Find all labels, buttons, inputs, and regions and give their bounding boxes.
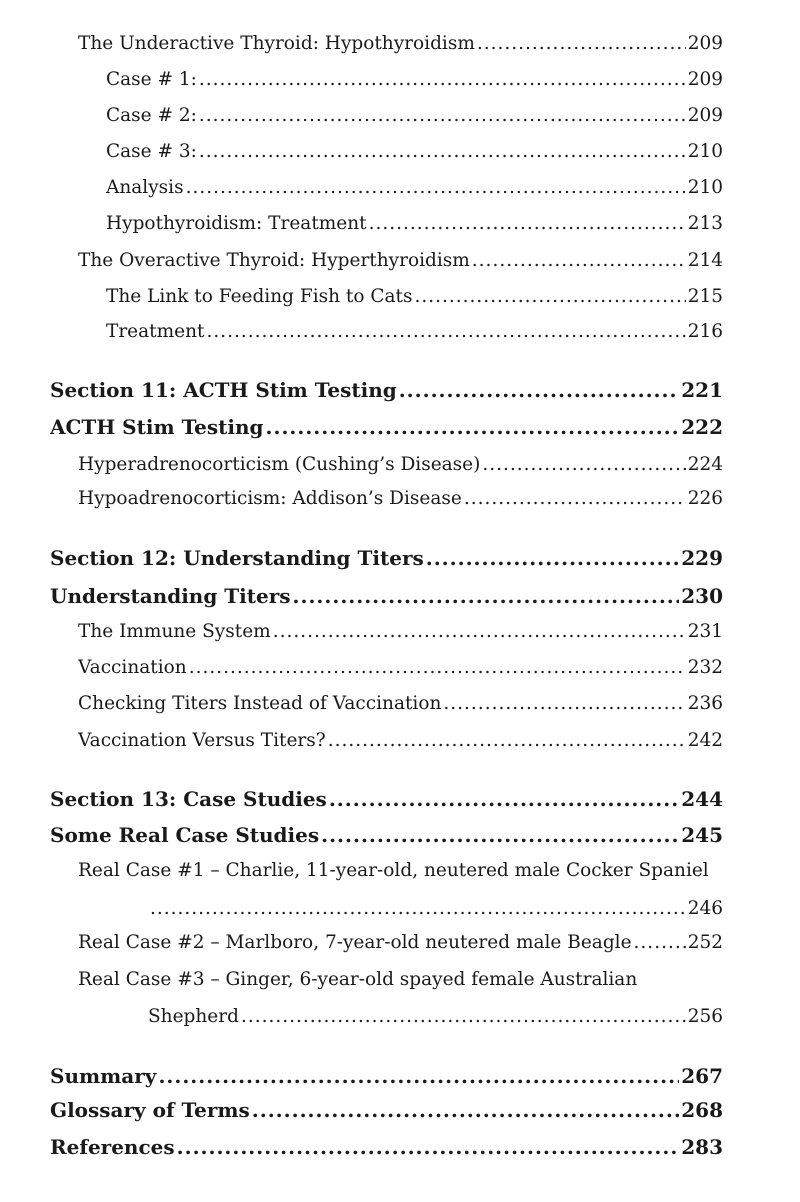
- toc-entry-label: Real Case #3 – Ginger, 6-year-old spayed female Australian: [78, 969, 638, 990]
- toc-entry-page: 226: [687, 488, 723, 509]
- toc-entry-real-case-2[interactable]: [78, 932, 723, 953]
- leader-dots: [293, 584, 680, 608]
- toc-entry-hypothyroidism[interactable]: [78, 33, 723, 54]
- toc-entry-page: 252: [687, 932, 723, 953]
- toc-entry-label: Summary: [50, 1064, 157, 1088]
- toc-summary[interactable]: [50, 1064, 723, 1088]
- toc-entry-page: 213: [687, 213, 723, 234]
- toc-entry-page: 256: [687, 1006, 723, 1027]
- leader-dots: [329, 787, 679, 811]
- leader-dots: [252, 1098, 679, 1122]
- leader-dots: [158, 1064, 679, 1088]
- toc-chapter-case-studies[interactable]: [50, 823, 723, 847]
- toc-entry-label: Hyperadrenocorticism (Cushing’s Disease): [78, 454, 481, 475]
- toc-entry-checking-titers[interactable]: [78, 693, 723, 714]
- toc-entry-page: 268: [681, 1098, 723, 1122]
- toc-glossary[interactable]: [50, 1098, 723, 1122]
- toc-entry-label: Analysis: [106, 177, 184, 198]
- toc-entry-label: The Overactive Thyroid: Hyperthyroidism: [78, 250, 470, 271]
- toc-entry-continuation-label: Shepherd: [148, 1006, 239, 1027]
- leader-dots: [321, 823, 679, 847]
- toc-entry-page: 229: [681, 546, 723, 570]
- toc-entry-page: 215: [687, 286, 723, 307]
- toc-entry-label: The Underactive Thyroid: Hypothyroidism: [78, 33, 475, 54]
- toc-entry-case-1[interactable]: [106, 69, 723, 90]
- toc-entry-label: Glossary of Terms: [50, 1098, 250, 1122]
- toc-chapter-titers[interactable]: [50, 584, 723, 608]
- toc-entry-page: 209: [687, 69, 723, 90]
- toc-section-12[interactable]: [50, 546, 723, 570]
- toc-entry-page: 246: [687, 898, 723, 919]
- toc-entry-label: Section 11: ACTH Stim Testing: [50, 378, 397, 402]
- toc-entry-hypothyroidism-treatment[interactable]: [106, 213, 723, 234]
- leader-dots: [477, 33, 686, 54]
- toc-entry-page: 231: [687, 621, 723, 642]
- toc-entry-page: 210: [687, 141, 723, 162]
- toc-entry-page: 267: [681, 1064, 723, 1088]
- leader-dots: [369, 213, 686, 234]
- toc-entry-label: References: [50, 1135, 175, 1159]
- toc-entry-label: Section 12: Understanding Titers: [50, 546, 424, 570]
- leader-dots: [414, 286, 685, 307]
- toc-entry-label: Case # 1:: [106, 69, 197, 90]
- toc-entry-vaccination-vs-titers[interactable]: [78, 730, 723, 751]
- leader-dots: [266, 415, 680, 439]
- toc-entry-label: Understanding Titers: [50, 584, 291, 608]
- toc-entry-label: Real Case #2 – Marlboro, 7-year-old neutered male Beagle: [78, 932, 632, 953]
- toc-entry-cushings[interactable]: [78, 454, 723, 475]
- toc-entry-label: Section 13: Case Studies: [50, 787, 327, 811]
- toc-entry-page: 214: [687, 250, 723, 271]
- leader-dots: [199, 69, 686, 90]
- leader-dots: [199, 105, 686, 126]
- leader-dots: [426, 546, 680, 570]
- toc-entry-label: Vaccination Versus Titers?: [78, 730, 326, 751]
- toc-entry-case-3[interactable]: [106, 141, 723, 162]
- toc-entry-page: 245: [681, 823, 723, 847]
- toc-entry-label: Case # 3:: [106, 141, 197, 162]
- toc-entry-page: 224: [687, 454, 723, 475]
- toc-entry-analysis[interactable]: [106, 177, 723, 198]
- toc-entry-page: 209: [687, 33, 723, 54]
- toc-entry-label: Some Real Case Studies: [50, 823, 320, 847]
- leader-dots: [150, 898, 686, 919]
- toc-entry-case-2[interactable]: [106, 105, 723, 126]
- leader-dots: [464, 488, 686, 509]
- toc-entry-label: The Immune System: [78, 621, 271, 642]
- leader-dots: [443, 693, 685, 714]
- leader-dots: [199, 141, 686, 162]
- toc-entry-page: 222: [681, 415, 723, 439]
- toc-entry-label: The Link to Feeding Fish to Cats: [106, 286, 413, 307]
- toc-section-11[interactable]: [50, 378, 723, 402]
- toc-entry-fish-to-cats[interactable]: [106, 286, 723, 307]
- toc-entry-label: Vaccination: [78, 657, 187, 678]
- leader-dots: [328, 730, 686, 751]
- toc-entry-continuation: [148, 898, 723, 919]
- toc-entry-treatment[interactable]: [106, 321, 723, 342]
- toc-entry-label: Real Case #1 – Charlie, 11-year-old, neutered male Cocker Spaniel: [78, 860, 709, 881]
- toc-entry-page: 209: [687, 105, 723, 126]
- leader-dots: [482, 454, 685, 475]
- toc-entry-continuation: [148, 1006, 723, 1027]
- leader-dots: [399, 378, 680, 402]
- leader-dots: [241, 1006, 686, 1027]
- toc-entry-hyperthyroidism[interactable]: [78, 250, 723, 271]
- toc-entry-immune-system[interactable]: [78, 621, 723, 642]
- toc-entry-label: Hypothyroidism: Treatment: [106, 213, 367, 234]
- toc-chapter-acth[interactable]: [50, 415, 723, 439]
- toc-entry-addisons[interactable]: [78, 488, 723, 509]
- toc-entry-label: Case # 2:: [106, 105, 197, 126]
- leader-dots: [177, 1135, 680, 1159]
- toc-section-13[interactable]: [50, 787, 723, 811]
- leader-dots: [472, 250, 686, 271]
- toc-entry-label: Checking Titers Instead of Vaccination: [78, 693, 442, 714]
- leader-dots: [189, 657, 686, 678]
- toc-entry-page: 242: [687, 730, 723, 751]
- toc-entry-label: ACTH Stim Testing: [50, 415, 264, 439]
- leader-dots: [186, 177, 686, 198]
- leader-dots: [634, 932, 686, 953]
- toc-entry-page: 216: [687, 321, 723, 342]
- toc-entry-page: 221: [681, 378, 723, 402]
- toc-entry-page: 236: [687, 693, 723, 714]
- toc-entry-page: 244: [681, 787, 723, 811]
- leader-dots: [206, 321, 685, 342]
- toc-entry-label: Hypoadrenocorticism: Addison’s Disease: [78, 488, 462, 509]
- toc-entry-page: 210: [687, 177, 723, 198]
- toc-entry-vaccination[interactable]: [78, 657, 723, 678]
- toc-entry-page: 230: [681, 584, 723, 608]
- toc-entry-page: 283: [681, 1135, 723, 1159]
- toc-references[interactable]: [50, 1135, 723, 1159]
- toc-entry-page: 232: [687, 657, 723, 678]
- toc-entry-label: Treatment: [106, 321, 205, 342]
- leader-dots: [273, 621, 686, 642]
